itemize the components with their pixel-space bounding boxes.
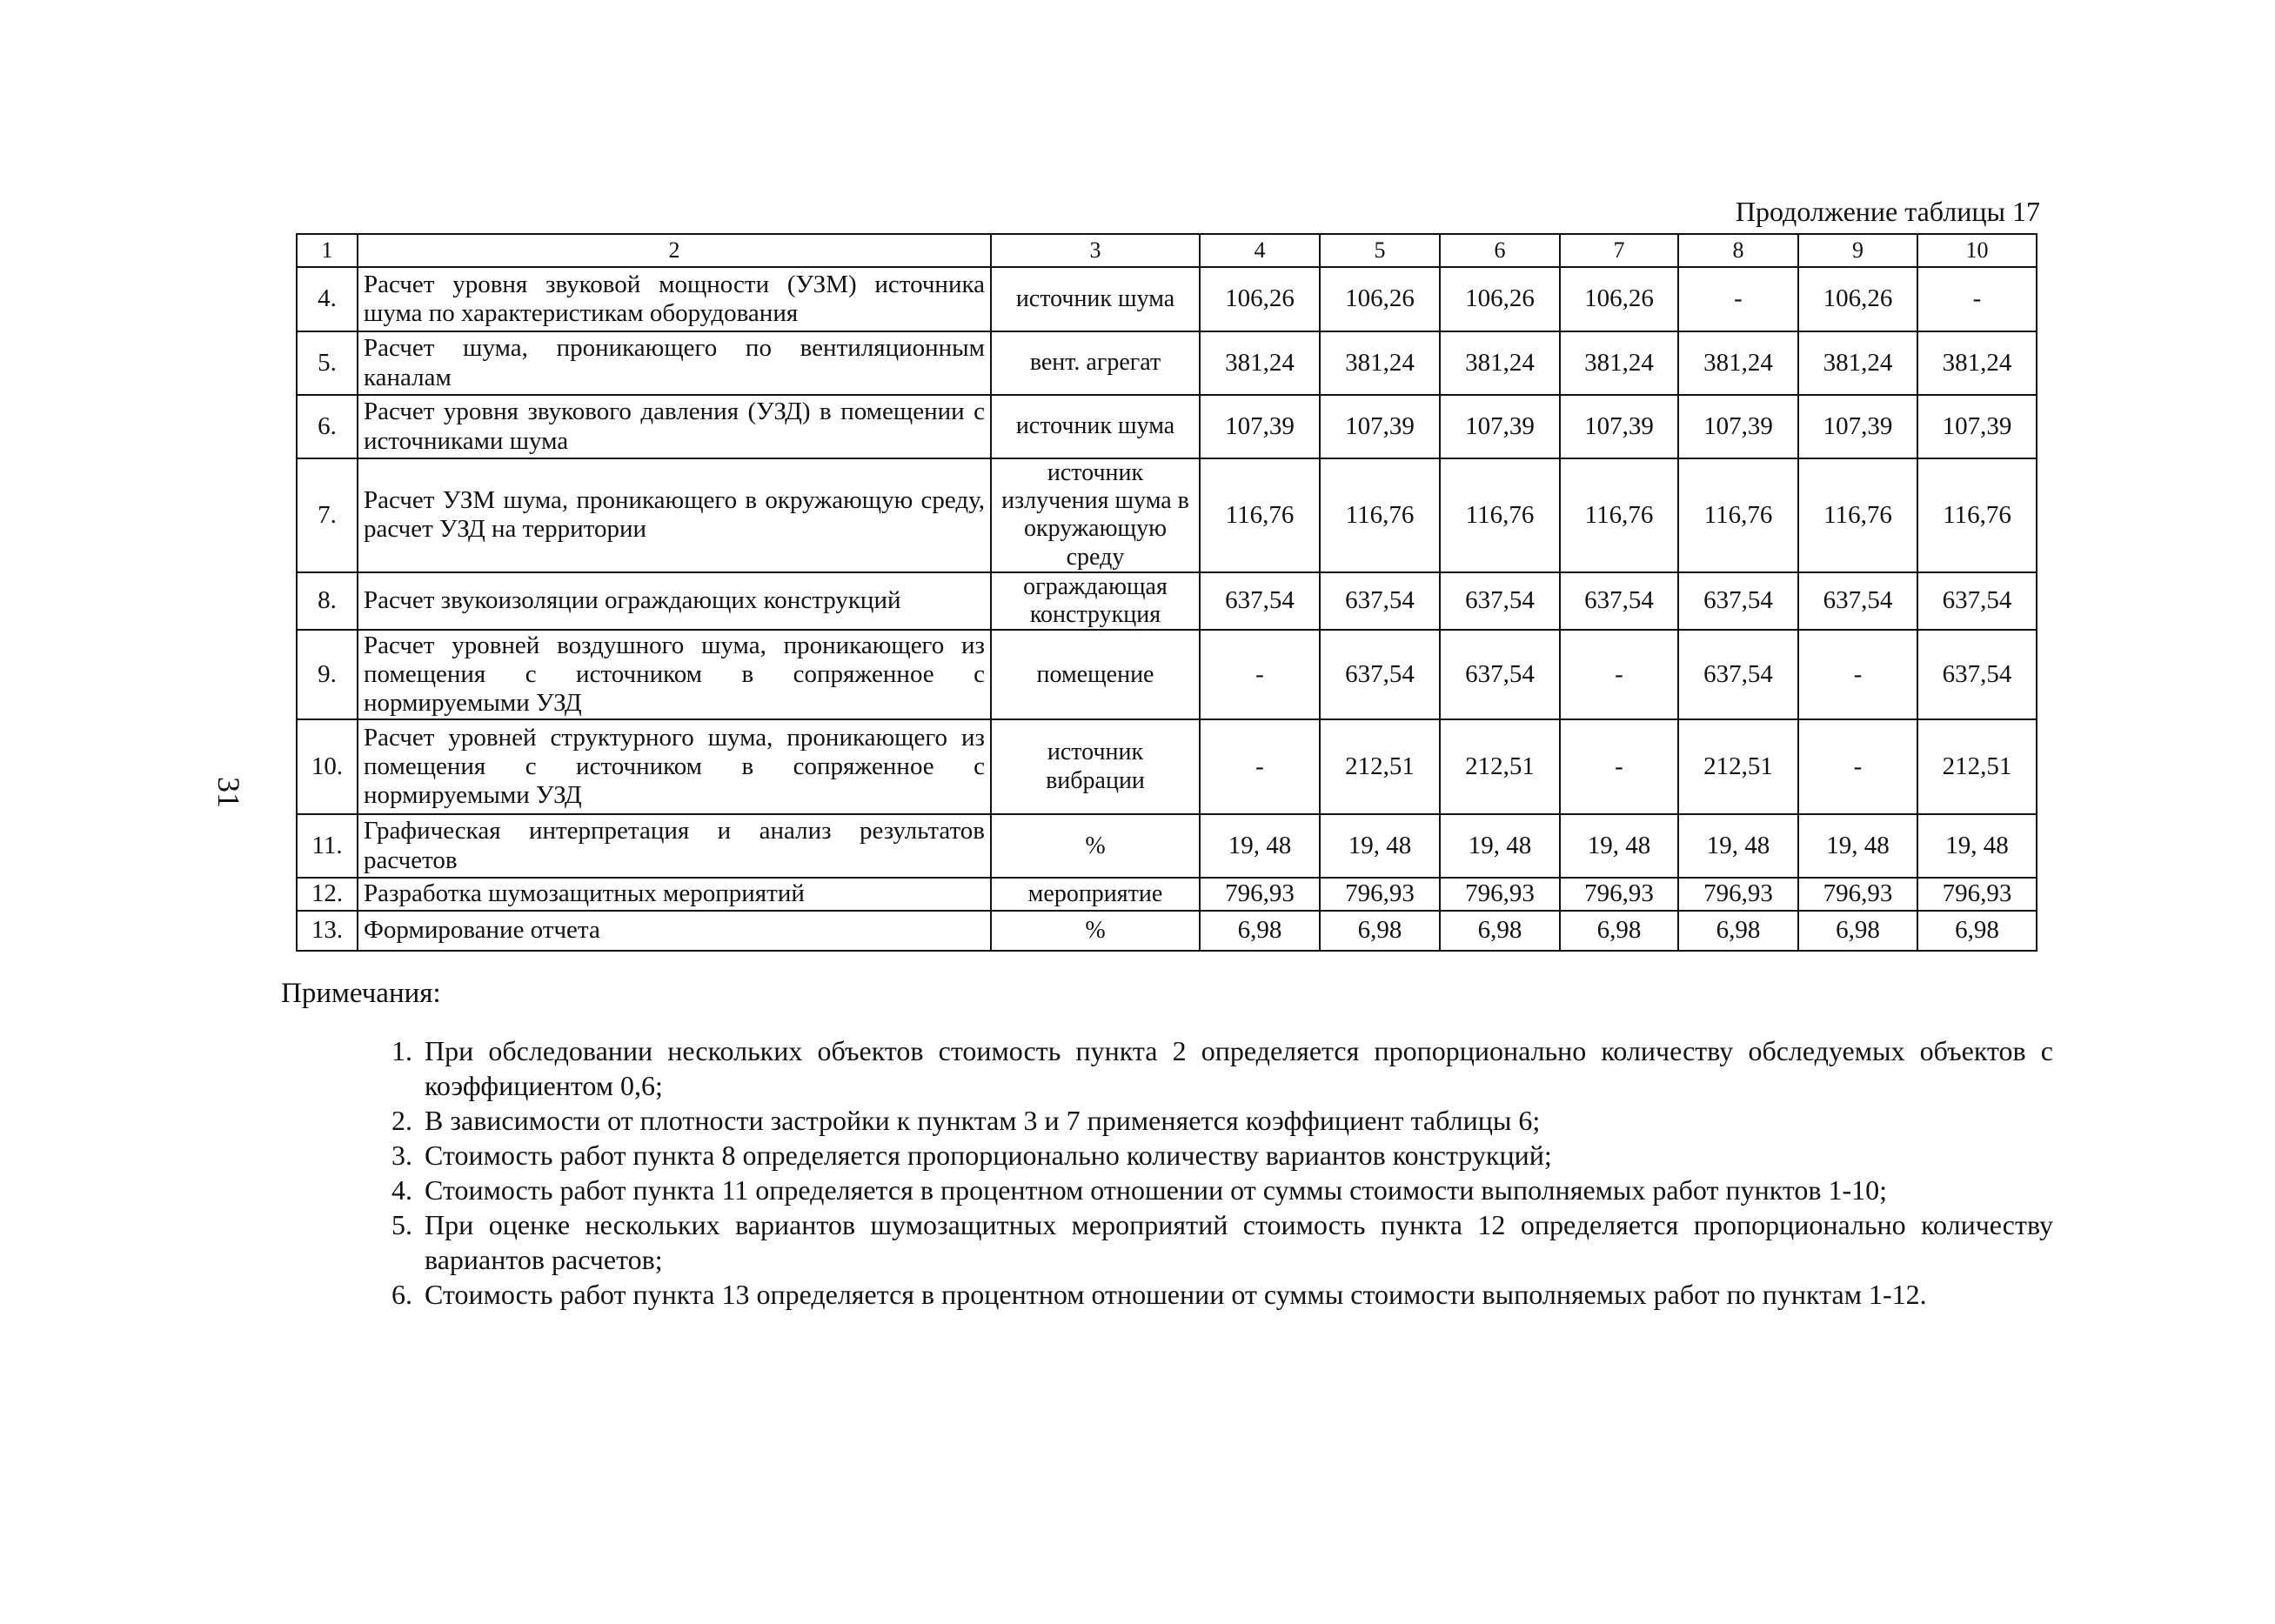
cost-table — [296, 233, 2037, 952]
value-cell: - — [1798, 719, 1917, 814]
work-description: Графическая интерпретация и анализ результатов расчетов — [358, 814, 991, 878]
value-cell: 212,51 — [1678, 719, 1798, 814]
note-text: При обследовании нескольких объектов стоимость пункта 2 определяется пропорционально количеству обследуемых объектов с коэффициентом 0,6; — [425, 1035, 2053, 1101]
value-cell: 381,24 — [1798, 331, 1917, 395]
header-cell: 8 — [1678, 234, 1798, 267]
value-cell: 116,76 — [1320, 458, 1440, 572]
table-row — [297, 572, 2037, 630]
value-cell: 637,54 — [1320, 572, 1440, 630]
note-number: 6. — [391, 1279, 412, 1310]
value-cell: - — [1200, 630, 1320, 719]
page-number: 31 — [211, 777, 246, 808]
row-number: 8. — [297, 572, 358, 630]
value-cell: - — [1560, 719, 1678, 814]
work-description: Расчет УЗМ шума, проникающего в окружающую среду, расчет УЗД на территории — [358, 458, 991, 572]
value-cell: 637,54 — [1678, 630, 1798, 719]
value-cell: 116,76 — [1798, 458, 1917, 572]
unit-cell: источник излучения шума в окружающую среду — [991, 458, 1200, 572]
value-cell: 106,26 — [1320, 267, 1440, 331]
value-cell: 106,26 — [1200, 267, 1320, 331]
value-cell: 637,54 — [1200, 572, 1320, 630]
work-description: Разработка шумозащитных мероприятий — [358, 878, 991, 911]
table-header-row — [297, 234, 2037, 267]
value-cell: 106,26 — [1560, 267, 1678, 331]
work-description: Расчет уровней структурного шума, проникающего из помещения с источником в сопряженное с нормируемыми УЗД — [358, 719, 991, 814]
row-number: 4. — [297, 267, 358, 331]
value-cell: 19, 48 — [1917, 814, 2037, 878]
note-text: Стоимость работ пункта 8 определяется пропорционально количеству вариантов конструкций; — [425, 1139, 1552, 1171]
value-cell: 6,98 — [1678, 911, 1798, 951]
value-cell: 19, 48 — [1200, 814, 1320, 878]
value-cell: 637,54 — [1678, 572, 1798, 630]
note-item — [391, 1173, 2053, 1207]
row-number: 9. — [297, 630, 358, 719]
work-description: Расчет уровня звукового давления (УЗД) в помещении с источниками шума — [358, 395, 991, 458]
value-cell: 116,76 — [1440, 458, 1560, 572]
value-cell: 796,93 — [1560, 878, 1678, 911]
note-item — [391, 1103, 2053, 1138]
note-text: Стоимость работ пункта 13 определяется в процентном отношении от суммы стоимости выполняемых работ по пунктам 1-12. — [425, 1279, 1927, 1310]
row-number: 12. — [297, 878, 358, 911]
note-number: 5. — [391, 1209, 412, 1240]
table-row — [297, 458, 2037, 572]
note-number: 2. — [391, 1105, 412, 1136]
value-cell: 796,93 — [1320, 878, 1440, 911]
unit-cell: помещение — [991, 630, 1200, 719]
header-cell: 10 — [1917, 234, 2037, 267]
value-cell: 796,93 — [1798, 878, 1917, 911]
value-cell: 637,54 — [1560, 572, 1678, 630]
table-row — [297, 267, 2037, 331]
work-description: Расчет уровней воздушного шума, проникающего из помещения с источником в сопряженное с нормируемыми УЗД — [358, 630, 991, 719]
value-cell: 637,54 — [1917, 630, 2037, 719]
unit-cell: источник шума — [991, 267, 1200, 331]
value-cell: 107,39 — [1917, 395, 2037, 458]
continuation-title: Продолжение таблицы 17 — [1735, 196, 2040, 227]
work-description: Формирование отчета — [358, 911, 991, 951]
unit-cell: вент. агрегат — [991, 331, 1200, 395]
note-text: При оценке нескольких вариантов шумозащитных мероприятий стоимость пункта 12 определяется пропорционально количеству вариантов расчетов; — [425, 1209, 2053, 1275]
value-cell: - — [1200, 719, 1320, 814]
work-description: Расчет шума, проникающего по вентиляционным каналам — [358, 331, 991, 395]
note-text: В зависимости от плотности застройки к пунктам 3 и 7 применяется коэффициент таблицы 6; — [425, 1105, 1541, 1136]
table-row — [297, 719, 2037, 814]
value-cell: 381,24 — [1678, 331, 1798, 395]
value-cell: 19, 48 — [1320, 814, 1440, 878]
unit-cell: % — [991, 814, 1200, 878]
value-cell: 116,76 — [1200, 458, 1320, 572]
row-number: 11. — [297, 814, 358, 878]
value-cell: 6,98 — [1560, 911, 1678, 951]
value-cell: 796,93 — [1200, 878, 1320, 911]
value-cell: 381,24 — [1440, 331, 1560, 395]
value-cell: 19, 48 — [1798, 814, 1917, 878]
value-cell: 106,26 — [1440, 267, 1560, 331]
work-description: Расчет уровня звуковой мощности (УЗМ) источника шума по характеристикам оборудования — [358, 267, 991, 331]
row-number: 5. — [297, 331, 358, 395]
value-cell: - — [1917, 267, 2037, 331]
note-item — [391, 1277, 2053, 1312]
value-cell: 637,54 — [1320, 630, 1440, 719]
value-cell: 6,98 — [1440, 911, 1560, 951]
value-cell: 107,39 — [1320, 395, 1440, 458]
value-cell: 381,24 — [1560, 331, 1678, 395]
value-cell: 19, 48 — [1560, 814, 1678, 878]
work-description: Расчет звукоизоляции ограждающих конструкций — [358, 572, 991, 630]
note-item — [391, 1138, 2053, 1173]
value-cell: 212,51 — [1917, 719, 2037, 814]
value-cell: 796,93 — [1917, 878, 2037, 911]
note-text: Стоимость работ пункта 11 определяется в процентном отношении от суммы стоимости выполняемых работ пунктов 1-10; — [425, 1174, 1888, 1206]
value-cell: 381,24 — [1200, 331, 1320, 395]
header-cell: 5 — [1320, 234, 1440, 267]
value-cell: 19, 48 — [1678, 814, 1798, 878]
value-cell: 106,26 — [1798, 267, 1917, 331]
value-cell: 637,54 — [1917, 572, 2037, 630]
notes-title: Примечания: — [281, 978, 441, 1009]
header-cell: 9 — [1798, 234, 1917, 267]
value-cell: 107,39 — [1560, 395, 1678, 458]
value-cell: 6,98 — [1798, 911, 1917, 951]
value-cell: 212,51 — [1440, 719, 1560, 814]
value-cell: 637,54 — [1440, 630, 1560, 719]
table-row — [297, 814, 2037, 878]
value-cell: - — [1798, 630, 1917, 719]
row-number: 13. — [297, 911, 358, 951]
table-row — [297, 630, 2037, 719]
unit-cell: источник шума — [991, 395, 1200, 458]
value-cell: 796,93 — [1440, 878, 1560, 911]
unit-cell: ограждающая конструкция — [991, 572, 1200, 630]
value-cell: 116,76 — [1678, 458, 1798, 572]
value-cell: 107,39 — [1200, 395, 1320, 458]
value-cell: 107,39 — [1678, 395, 1798, 458]
value-cell: 107,39 — [1440, 395, 1560, 458]
row-number: 7. — [297, 458, 358, 572]
value-cell: 6,98 — [1917, 911, 2037, 951]
value-cell: 6,98 — [1320, 911, 1440, 951]
value-cell: 19, 48 — [1440, 814, 1560, 878]
note-item — [391, 1033, 2053, 1103]
value-cell: 796,93 — [1678, 878, 1798, 911]
value-cell: 381,24 — [1320, 331, 1440, 395]
header-cell: 7 — [1560, 234, 1678, 267]
value-cell: 381,24 — [1917, 331, 2037, 395]
header-cell: 4 — [1200, 234, 1320, 267]
unit-cell: мероприятие — [991, 878, 1200, 911]
value-cell: 6,98 — [1200, 911, 1320, 951]
header-cell: 1 — [297, 234, 358, 267]
value-cell: 116,76 — [1560, 458, 1678, 572]
row-number: 6. — [297, 395, 358, 458]
note-number: 3. — [391, 1139, 412, 1171]
table-row — [297, 878, 2037, 911]
header-cell: 2 — [358, 234, 991, 267]
note-item — [391, 1207, 2053, 1277]
note-number: 4. — [391, 1174, 412, 1206]
table-row — [297, 331, 2037, 395]
value-cell: - — [1678, 267, 1798, 331]
table-row — [297, 395, 2037, 458]
value-cell: 637,54 — [1798, 572, 1917, 630]
header-cell: 6 — [1440, 234, 1560, 267]
row-number: 10. — [297, 719, 358, 814]
unit-cell: % — [991, 911, 1200, 951]
header-cell: 3 — [991, 234, 1200, 267]
value-cell: 116,76 — [1917, 458, 2037, 572]
value-cell: 107,39 — [1798, 395, 1917, 458]
table-row — [297, 911, 2037, 951]
value-cell: 212,51 — [1320, 719, 1440, 814]
note-number: 1. — [391, 1035, 412, 1066]
value-cell: 637,54 — [1440, 572, 1560, 630]
notes-list — [391, 1033, 2053, 1312]
value-cell: - — [1560, 630, 1678, 719]
unit-cell: источник вибрации — [991, 719, 1200, 814]
